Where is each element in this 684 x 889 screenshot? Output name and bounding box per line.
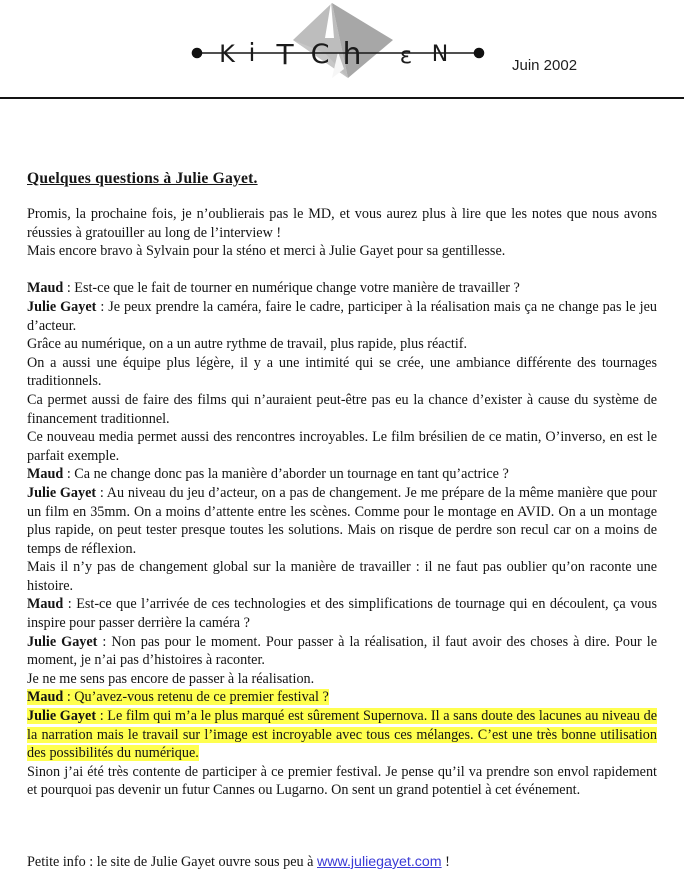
- paragraph: [27, 205, 657, 242]
- footer-text-before: Petite info : le site de Julie Gayet ouvre sous peu à: [27, 854, 317, 870]
- paragraph: [27, 391, 657, 428]
- paragraph-text: : Au niveau du jeu d’acteur, on a pas de changement. Je me prépare de la même manière que pour un film en 35mm. On a moins d’attente entre les scènes. Comme pour le montage en AVID. On a un montage plus rapide, on peut tester presque toutes les solutions. Mais on risque de perdre son recul car on a moins de temps de réflexion.: [27, 484, 657, 557]
- paragraph-text: Mais il n’y pas de changement global sur la manière de travailler : il ne faut pas oublier qu’on raconte une histoire.: [27, 559, 657, 594]
- speaker-name: Maud: [27, 596, 64, 613]
- speaker-name: Julie Gayet: [27, 484, 97, 501]
- highlighted-paragraph: [27, 688, 657, 707]
- header-divider: [0, 97, 684, 99]
- logo-letter: N: [431, 42, 449, 67]
- paragraph-text: : Qu’avez-vous retenu de ce premier festival ?: [63, 689, 329, 706]
- speaker-name: Maud: [27, 689, 64, 706]
- paragraph: [27, 354, 657, 391]
- logo-letter: ε: [399, 43, 413, 69]
- paragraph-text: Grâce au numérique, on a un autre rythme de travail, plus rapide, plus réactif.: [27, 336, 468, 353]
- logo-letter: h: [342, 37, 362, 72]
- paragraph: [27, 484, 657, 558]
- paragraph-text: : Je peux prendre la caméra, faire le cadre, participer à la réalisation mais ça ne change pas le jeu d’acteur.: [27, 298, 658, 334]
- paragraph-text: : Est-ce que le fait de tourner en numérique change votre manière de travailler ?: [63, 280, 520, 297]
- paragraph-text: : Le film qui m’a le plus marqué est sûrement Supernova. Il a sans doute des lacunes au niveau de la narration mais le travail sur l’image est incroyable avec tous ces mélanges. C’est une très bonne utilisation des possibilités du numérique.: [27, 708, 657, 762]
- speaker-name: Maud: [27, 466, 64, 483]
- website-link[interactable]: www.juliegayet.com: [317, 854, 442, 870]
- footer-text-after: !: [441, 854, 450, 870]
- paragraph: [27, 465, 657, 484]
- speaker-name: Julie Gayet: [27, 708, 97, 725]
- footer-note: [27, 853, 450, 872]
- paragraph-text: : Ca ne change donc pas la manière d’aborder un tournage en tant qu’actrice ?: [63, 466, 509, 483]
- paragraph: [27, 763, 657, 800]
- speaker-name: Julie Gayet: [27, 633, 98, 650]
- paragraph-text: Mais encore bravo à Sylvain pour la sténo et merci à Julie Gayet pour sa gentillesse.: [27, 243, 506, 260]
- logo-letter: T: [276, 38, 294, 71]
- logo-left-dot-icon: [192, 48, 203, 59]
- highlighted-paragraph: [27, 707, 657, 763]
- article-title: Quelques questions à Julie Gayet.: [27, 170, 258, 187]
- paragraph: [27, 670, 657, 689]
- kitchen-logo: [185, 0, 495, 96]
- paragraph-text: On a aussi une équipe plus légère, il y a une intimité qui se crée, une ambiance différente des tournages traditionnels.: [27, 354, 657, 390]
- paragraph: [27, 595, 657, 632]
- logo-letter: i: [248, 38, 256, 67]
- paragraph-text: : Non pas pour le moment. Pour passer à la réalisation, il faut avoir des choses à dire. Pour le moment, je n’ai pas d’histoires à raconter.: [27, 633, 657, 669]
- paragraph: [27, 242, 657, 261]
- paragraph: [27, 335, 657, 354]
- paragraph-text: : Est-ce que l’arrivée de ces technologies et des simplifications de tournage qui en découlent, ça vous inspire pour passer derrière la caméra ?: [27, 596, 657, 632]
- paragraph-text: Sinon j’ai été très contente de participer à ce premier festival. Je pense qu’il va prendre son envol rapidement et pourquoi pas devenir un futur Cannes ou Lugarno. On sent un grand potentiel à cet événement.: [27, 763, 657, 799]
- paragraph-text: Je ne me sens pas encore de passer à la réalisation.: [27, 670, 315, 687]
- paragraph: [27, 279, 657, 298]
- paragraph: [27, 633, 657, 670]
- issue-date: Juin 2002: [512, 57, 578, 74]
- paragraph-text: Ce nouveau media permet aussi des rencontres incroyables. Le film brésilien de ce matin, O’inverso, en est le parfait exemple.: [27, 429, 657, 464]
- article: [27, 170, 657, 800]
- speaker-name: Julie Gayet: [27, 298, 97, 315]
- paragraph: [27, 428, 657, 465]
- speaker-name: Maud: [27, 280, 64, 297]
- logo-right-dot-icon: [474, 48, 485, 59]
- paragraph: [27, 558, 657, 595]
- paragraph-text: Promis, la prochaine fois, je n’oublierais pas le MD, et vous aurez plus à lire que les notes que nous avons réussies à gratouiller au long de l’interview !: [27, 206, 657, 241]
- paragraph-text: Ca permet aussi de faire des films qui n’auraient peut-être pas eu la chance d’exister à cause du système de financement traditionnel.: [27, 391, 657, 427]
- logo-letter: K: [219, 40, 235, 68]
- paragraph: [27, 298, 657, 335]
- logo-letter: C: [310, 39, 330, 70]
